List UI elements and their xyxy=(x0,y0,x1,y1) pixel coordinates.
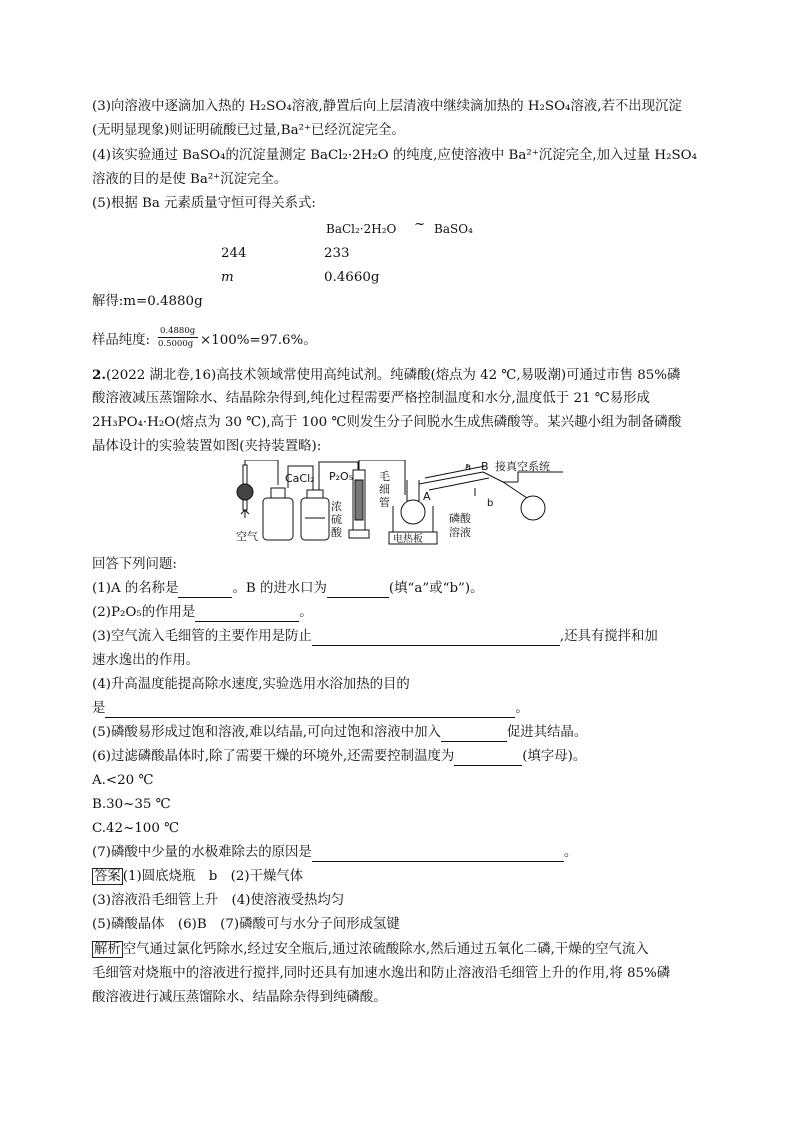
question-text-1: (2022 湖北卷,16)高技术领域常使用高纯试剂。纯磷酸(熔点为 42 ℃,易吸潮)可通过市售 85%磷 xyxy=(105,368,681,383)
q7-text-b: 。 xyxy=(563,845,578,860)
apparatus-diagram xyxy=(233,460,563,545)
q1-line xyxy=(92,580,483,598)
label-cacl2: CaCl₂ xyxy=(285,472,315,485)
acid-bottle-neck xyxy=(307,490,323,498)
q4-text-c: 。 xyxy=(515,701,529,716)
q1-blank-2[interactable] xyxy=(327,583,389,598)
q7-text-a: (7)磷酸中少量的水极难除去的原因是 xyxy=(92,845,312,860)
analysis-line1 xyxy=(92,941,649,959)
p2o5-packing xyxy=(355,480,363,520)
label-phosphoric-2: 溶液 xyxy=(449,526,471,539)
q6-line xyxy=(92,748,586,766)
answers-prompt: 回答下列问题: xyxy=(92,557,177,572)
item3-line1: (3)向溶液中逐滴加入热的 H₂SO₄溶液,静置后向上层清液中继续滴加热的 H₂SO₄溶液,若不出现沉淀 xyxy=(92,99,682,114)
q5-line xyxy=(92,724,587,742)
item4-line2: 溶液的目的是使 Ba²⁺沉淀完全。 xyxy=(92,172,288,187)
q4-text-b: 是 xyxy=(92,701,106,716)
cacl2-bulb xyxy=(237,484,253,500)
analysis-text-1: 空气通过氯化钙除水,经过安全瓶后,通过浓硫酸除水,然后通过五氧化二磷,干燥的空气流入 xyxy=(122,942,649,957)
analysis-line3: 酸溶液进行减压蒸馏除水、结晶除杂得到纯磷酸。 xyxy=(92,990,387,1005)
vacuum-line xyxy=(518,472,563,482)
q6-text-b: (填字母)。 xyxy=(522,749,587,764)
relation-mass: 0.4660g xyxy=(324,270,380,285)
analysis-line2: 毛细管对烧瓶中的溶液进行搅拌,同时还具有加速水逸出和防止溶液沿毛细管上升的作用,将 85%磷 xyxy=(92,966,671,981)
q1-text-c: (填“a”或“b”)。 xyxy=(388,581,484,596)
drying-tube-stem xyxy=(243,500,247,510)
answer-line1 xyxy=(92,868,303,886)
label-A: A xyxy=(423,490,431,503)
purity-denominator: 0.5000g xyxy=(158,339,194,349)
q5-blank[interactable] xyxy=(441,727,507,742)
relation-244: 244 xyxy=(221,246,247,261)
q3-text-b: ,还具有搅拌和加 xyxy=(559,629,658,644)
round-bottom-flask xyxy=(401,500,425,524)
receiver-neck xyxy=(503,482,527,498)
q7-line xyxy=(92,844,577,862)
q4-line2 xyxy=(92,700,529,718)
label-conc-acid-2: 硫 xyxy=(331,513,342,526)
question-number: 2. xyxy=(92,367,106,383)
label-capillary-1: 毛 xyxy=(379,470,390,483)
label-vacuum: 接真空系统 xyxy=(495,460,550,473)
condenser-inner xyxy=(419,472,483,484)
safety-bottle xyxy=(263,498,293,540)
safety-bottle-neck xyxy=(271,488,285,498)
q4-blank[interactable] xyxy=(105,703,515,718)
label-p2o5: P₂O₅ xyxy=(329,470,354,483)
label-conc-acid-3: 酸 xyxy=(331,526,342,539)
q6-text-a: (6)过滤磷酸晶体时,除了需要干燥的环境外,还需要控制温度为 xyxy=(92,749,455,764)
q1-text-b: 。B 的进水口为 xyxy=(232,581,327,596)
answer-tag: 答案 xyxy=(94,869,121,884)
q4-line1: (4)升高温度能提高除水速度,实验选用水浴加热的目的 xyxy=(92,677,410,692)
question-2-line4: 晶体设计的实验装置如图(夹持装置略): xyxy=(92,439,322,454)
fraction-bar xyxy=(158,337,198,338)
label-phosphoric-1: 磷酸 xyxy=(449,512,471,525)
purity-prefix: 样品纯度: xyxy=(92,333,151,348)
purity-suffix: ×100%=97.6%。 xyxy=(200,333,317,348)
q1-text-a: (1)A 的名称是 xyxy=(92,581,179,596)
relation-233: 233 xyxy=(324,246,350,261)
q1-blank-1[interactable] xyxy=(178,583,232,598)
q5-text-a: (5)磷酸易形成过饱和溶液,难以结晶,可向过饱和溶液中加入 xyxy=(92,725,441,740)
analysis-tag: 解析 xyxy=(94,942,121,957)
adapter xyxy=(483,472,518,482)
q3-text-a: (3)空气流入毛细管的主要作用是防止 xyxy=(92,629,312,644)
answer-line3: (5)磷酸晶体 (6)B (7)磷酸可与水分子间形成氢键 xyxy=(92,917,400,932)
option-c: C.42~100 ℃ xyxy=(92,821,180,836)
flask-neck xyxy=(407,480,419,501)
q7-blank[interactable] xyxy=(312,847,564,862)
question-2-line1 xyxy=(92,366,680,385)
answer-line2: (3)溶液沿毛细管上升 (4)使溶液受热均匀 xyxy=(92,893,345,908)
label-a: a xyxy=(465,462,472,473)
label-capillary-3: 管 xyxy=(379,496,390,509)
q3-blank[interactable] xyxy=(312,631,560,646)
q3-line1 xyxy=(92,628,658,646)
relation-m: m xyxy=(221,270,234,285)
label-b: b xyxy=(487,498,494,509)
q6-blank[interactable] xyxy=(454,751,522,766)
relation-right: BaSO₄ xyxy=(434,222,473,236)
option-a: A.<20 ℃ xyxy=(92,773,154,788)
purity-numerator: 0.4880g xyxy=(160,326,196,336)
question-2-line2: 酸溶液减压蒸馏除水、结晶除杂得到,纯化过程需要严格控制温度和水分,温度低于 21 ℃易形成 xyxy=(92,391,650,406)
item5-line: (5)根据 Ba 元素质量守恒可得关系式: xyxy=(92,196,316,211)
q5-text-b: 促进其结晶。 xyxy=(506,725,588,740)
water-bath xyxy=(393,506,433,532)
label-air: 空气 xyxy=(236,530,258,543)
label-conc-acid-1: 浓 xyxy=(331,500,342,513)
condenser-jacket xyxy=(425,466,489,490)
q2-line xyxy=(92,604,313,622)
label-heater: 电热板 xyxy=(393,534,423,545)
label-capillary-2: 细 xyxy=(379,483,390,496)
question-2-line3: 2H₃PO₄·H₂O(熔点为 30 ℃),高于 100 ℃则发生分子间脱水生成焦磷酸等。某兴趣小组为制备磷酸 xyxy=(92,415,682,430)
relation-left: BaCl₂·2H₂O xyxy=(326,222,397,236)
q2-text-b: 。 xyxy=(299,605,313,620)
label-B: B xyxy=(481,460,489,473)
option-b: B.30~35 ℃ xyxy=(92,797,171,812)
answer-text-1: (1)圆底烧瓶 b (2)干燥气体 xyxy=(122,869,304,884)
relation-tilde: ~ xyxy=(414,217,426,232)
q3-line2: 速水逸出的作用。 xyxy=(92,653,200,668)
solve-line: 解得:m=0.4880g xyxy=(92,294,203,309)
tube-to-bottle1 xyxy=(245,460,278,485)
item4-line1: (4)该实验通过 BaSO₄的沉淀量测定 BaCl₂·2H₂O 的纯度,应使溶液中 Ba²⁺沉淀完全,加入过量 H₂SO₄ xyxy=(92,148,697,163)
q2-blank[interactable] xyxy=(195,607,299,622)
q2-text-a: (2)P₂O₅的作用是 xyxy=(92,605,196,620)
sulfuric-acid-bottle xyxy=(301,498,329,540)
item3-line2: (无明显现象)则证明硫酸已过量,Ba²⁺已经沉淀完全。 xyxy=(92,123,405,138)
receiving-flask xyxy=(521,496,545,520)
column-base xyxy=(349,530,369,538)
